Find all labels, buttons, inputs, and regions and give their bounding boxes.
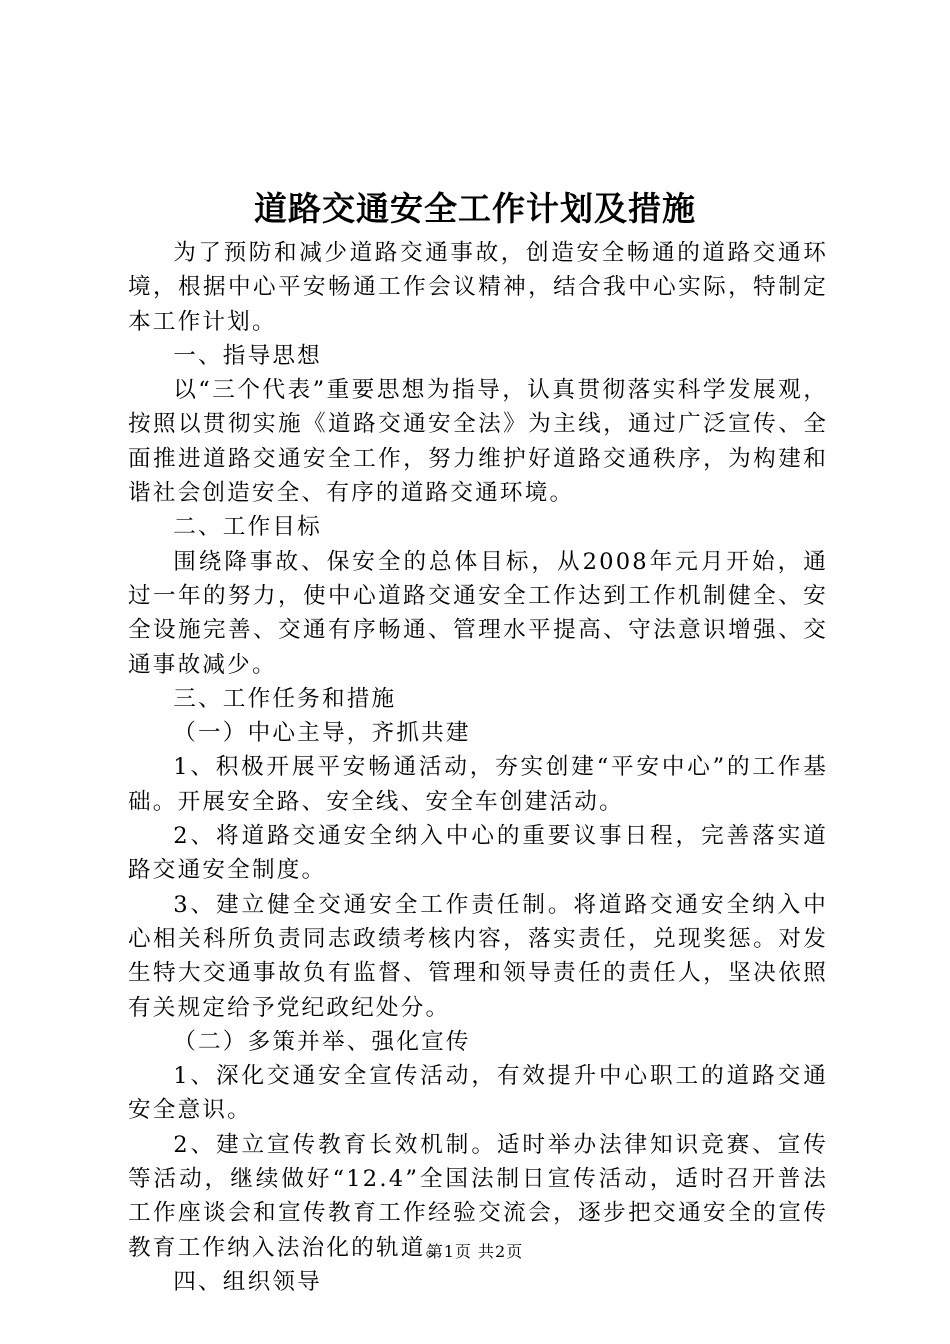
intro-paragraph: 为了预防和减少道路交通事故，创造安全畅通的道路交通环境，根据中心平安畅通工作会议精神，结合我中心实际，特制定本工作计划。: [128, 240, 828, 335]
section-heading-organization: 四、组织领导: [173, 1268, 322, 1295]
work-goals-paragraph: 围绕降事故、保安全的总体目标，从2008年元月开始，通过一年的努力，使中心道路交通安全工作达到工作机制健全、安全设施完善、交通有序畅通、管理水平提高、守法意识增强、交通事故减少。: [128, 548, 828, 678]
section-heading-work-goals: 二、工作目标: [173, 514, 322, 541]
list-item: 2、建立宣传教育长效机制。适时举办法律知识竞赛、宣传等活动，继续做好“12.4”全国法制日宣传活动，适时召开普法工作座谈会和宣传教育工作经验交流会，逐步把交通安全的宣传教育工作纳入法治化的轨道。: [128, 1131, 828, 1261]
document-body: [128, 236, 828, 1299]
guiding-ideology-paragraph: 以“三个代表”重要思想为指导，认真贯彻落实科学发展观，按照以贯彻实施《道路交通安全法》为主线，通过广泛宣传、全面推进道路交通安全工作，努力维护好道路交通秩序，为构建和谐社会创造安全、有序的道路交通环境。: [128, 377, 828, 507]
list-item: 3、建立健全交通安全工作责任制。将道路交通安全纳入中心相关科所负责同志政绩考核内容，落实责任，兑现奖惩。对发生特大交通事故负有监督、管理和领导责任的责任人，坚决依照有关规定给予党纪政纪处分。: [128, 891, 828, 1021]
list-item: 2、将道路交通安全纳入中心的重要议事日程，完善落实道路交通安全制度。: [128, 823, 828, 884]
page-footer: 第1页 共2页: [426, 1242, 524, 1261]
list-item: 1、深化交通安全宣传活动，有效提升中心职工的道路交通安全意识。: [128, 1063, 828, 1124]
subsection-heading-publicity: （二）多策并举、强化宣传: [173, 1028, 471, 1055]
subsection-heading-center-led: （一）中心主导，齐抓共建: [173, 720, 471, 747]
section-heading-tasks-measures: 三、工作任务和措施: [173, 685, 397, 712]
list-item: 1、积极开展平安畅通活动，夯实创建“平安中心”的工作基础。开展安全路、安全线、安全车创建活动。: [128, 754, 828, 815]
section-heading-guiding-ideology: 一、指导思想: [173, 342, 322, 369]
document-title: 道路交通安全工作计划及措施: [254, 189, 696, 228]
